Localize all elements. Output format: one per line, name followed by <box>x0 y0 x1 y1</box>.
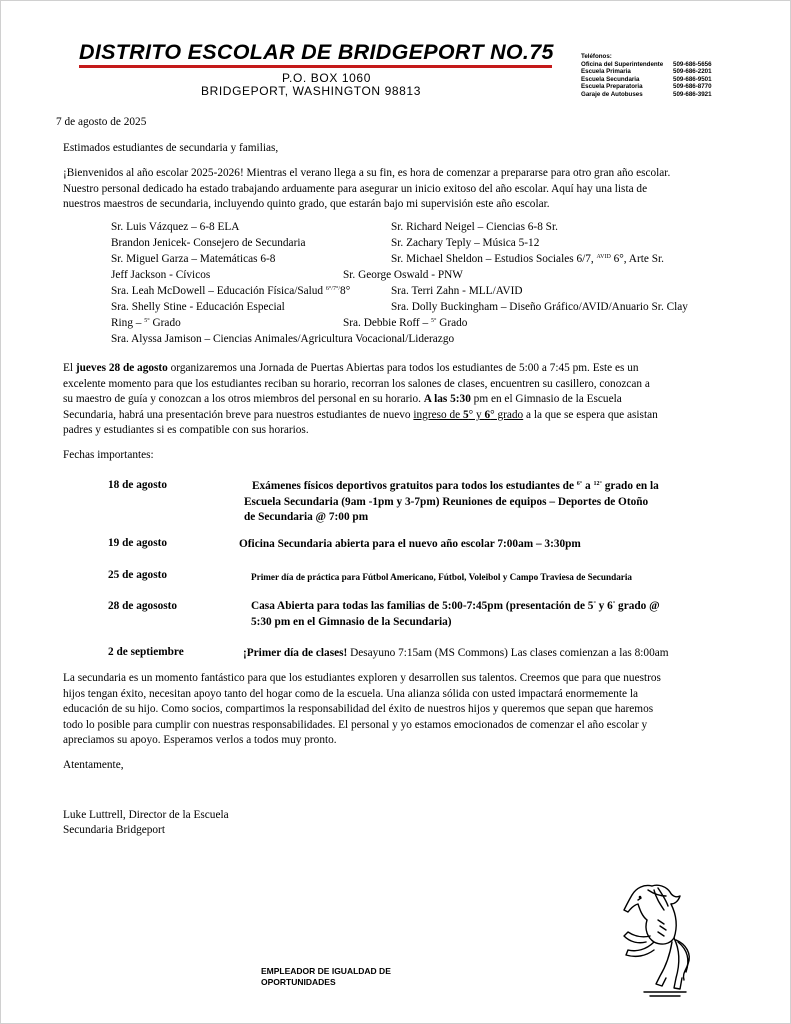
date-label: 2 de septiembre <box>108 646 184 658</box>
date-label: 25 de agosto <box>108 569 167 581</box>
po-box: P.O. BOX 1060 <box>282 71 371 85</box>
phones-title: Teléfonos: <box>581 53 612 60</box>
date-label: 18 de agosto <box>108 479 167 491</box>
phone-row: Oficina del Superintendente 509-686-5656 <box>581 60 712 68</box>
phone-row: Escuela Secundaria 509-686-9501 <box>581 75 712 83</box>
city-address: BRIDGEPORT, WASHINGTON 98813 <box>201 84 421 98</box>
staff-item: Sr. George Oswald - PNW <box>343 269 463 281</box>
staff-item: Sr. Zachary Teply – Música 5-12 <box>391 237 540 249</box>
event-description: ¡Primer día de clases! Desayuno 7:15am (MS Commons) Las clases comienzan a las 8:00am <box>243 647 669 659</box>
intro-paragraph: ¡Bienvenidos al año escolar 2025-2026! Mientras el verano llega a su fin, es hora de comenzar a prepararse para otro gran año escolar. Nuestro personal dedicado ha estado trabajando arduamente para asegurar un inicio exitoso del año escolar. Aquí hay una lista de nuestros maestros de secundaria, incluyendo quinto grado, que estarán bajo mi supervisión este año escolar. <box>63 167 671 211</box>
staff-item: Sra. Terri Zahn - MLL/AVID <box>391 285 523 297</box>
greeting: Estimados estudiantes de secundaria y familias, <box>63 142 279 154</box>
staff-item: Sr. Michael Sheldon – Estudios Sociales 6/7, $^{AVID}$ 6°, Arte Sr. <box>391 253 664 265</box>
signature-school: Secundaria Bridgeport <box>63 824 165 836</box>
event-description: Primer día de práctica para Fútbol Americano, Fútbol, Voleibol y Campo Traviesa de Secundaria <box>251 572 633 582</box>
date-label: 28 de agososto <box>108 600 178 612</box>
event-description: Exámenes físicos deportivos gratuitos para todos los estudiantes de $^{6^\circ}$ a $^{12^\circ}$ grado en la Escuela Secundaria (9am -1pm y 3-7pm) Reuniones de equipos – Deportes de Otoño de Secundaria @ 7:00 pm <box>244 480 659 524</box>
event-description: Casa Abierta para todas las familias de 5:00-7:45pm (presentación de 5° y 6° grado @ 5:30 pm en el Gimnasio de la Secundaria) <box>251 600 660 628</box>
mustang-horse-icon <box>614 880 694 1002</box>
dates-heading: Fechas importantes: <box>63 449 154 461</box>
district-title: DISTRITO ESCOLAR DE BRIDGEPORT NO.75 <box>79 40 554 64</box>
open-house-paragraph: El jueves 28 de agosto organizaremos una Jornada de Puertas Abiertas para todos los estudiantes de 5:00 a 7:45 pm. Este es un excelente momento para que los estudiantes reciban su horario, recorran los salones de clases, encuentren su casillero, conozcan a su maestro de guía y conozcan a los otros miembros del personal en su horario. A las 5:30 pm en el Gimnasio de la Escuela Secundaria, habrá una presentación breve para nuestros estudiantes de nuevo ingreso de 5° y 6° grado a la que se espera que asistan padres y estudiantes si es compatible con sus horarios. <box>63 362 658 437</box>
staff-item: Sra. Shelly Stine - Educación Especial <box>111 301 285 313</box>
event-description: Oficina Secundaria abierta para el nuevo año escolar 7:00am – 3:30pm <box>239 538 581 550</box>
title-underline <box>79 65 552 68</box>
phone-directory <box>581 53 712 99</box>
staff-item: Sra. Debbie Roff – $^{5^\circ}$ Grado <box>343 317 468 329</box>
phone-row: Garaje de Autobuses 509-686-3921 <box>581 90 712 98</box>
phone-row: Escuela Primaria 509-686-2201 <box>581 68 712 76</box>
staff-item: Sr. Richard Neigel – Ciencias 6-8 Sr. <box>391 221 558 233</box>
staff-item: Sr. Miguel Garza – Matemáticas 6-8 <box>111 253 276 265</box>
equal-opportunity-employer: EMPLEADOR DE IGUALDAD DE <box>261 966 391 976</box>
signature-name: Luke Luttrell, Director de la Escuela <box>63 809 229 821</box>
signoff: Atentamente, <box>63 759 124 771</box>
phone-row: Escuela Preparatoria 509-686-8770 <box>581 83 712 91</box>
staff-item: Sra. Leah McDowell – Educación Física/Salud $^{6^\circ/7^\circ/}$8° <box>111 285 351 297</box>
staff-item: Sr. Luis Vázquez – 6-8 ELA <box>111 221 240 233</box>
staff-item: Brandon Jenicek- Consejero de Secundaria <box>111 237 306 249</box>
staff-item: Ring – $^{5^\circ}$ Grado <box>111 317 181 329</box>
staff-item: Sra. Alyssa Jamison – Ciencias Animales/Agricultura Vocacional/Liderazgo <box>111 333 455 345</box>
letter-date: 7 de agosto de 2025 <box>56 116 147 128</box>
staff-item: Sra. Dolly Buckingham – Diseño Gráfico/AVID/Anuario Sr. Clay <box>391 301 688 313</box>
staff-item: Jeff Jackson - Cívicos <box>111 269 211 281</box>
closing-paragraph: La secundaria es un momento fantástico para que los estudiantes exploren y desarrollen sus talentos. Creemos que para que nuestros hijos tengan éxito, necesitan apoyo tanto del hogar como de la escuela. Una alianza sólida con usted impactará enormemente la educación de su hijo. Como socios, compartimos la responsabilidad del éxito de nuestros hijos y queremos que sepan que haremos todo lo posible para cumplir con nuestras responsabilidades. El personal y yo estamos emocionados de comenzar el año escolar y apreciamos su apoyo. Esperamos verlos a todos muy pronto. <box>63 672 661 747</box>
date-label: 19 de agosto <box>108 537 167 549</box>
equal-opportunity-employer-cut: OPORTUNIDADES <box>261 977 336 987</box>
